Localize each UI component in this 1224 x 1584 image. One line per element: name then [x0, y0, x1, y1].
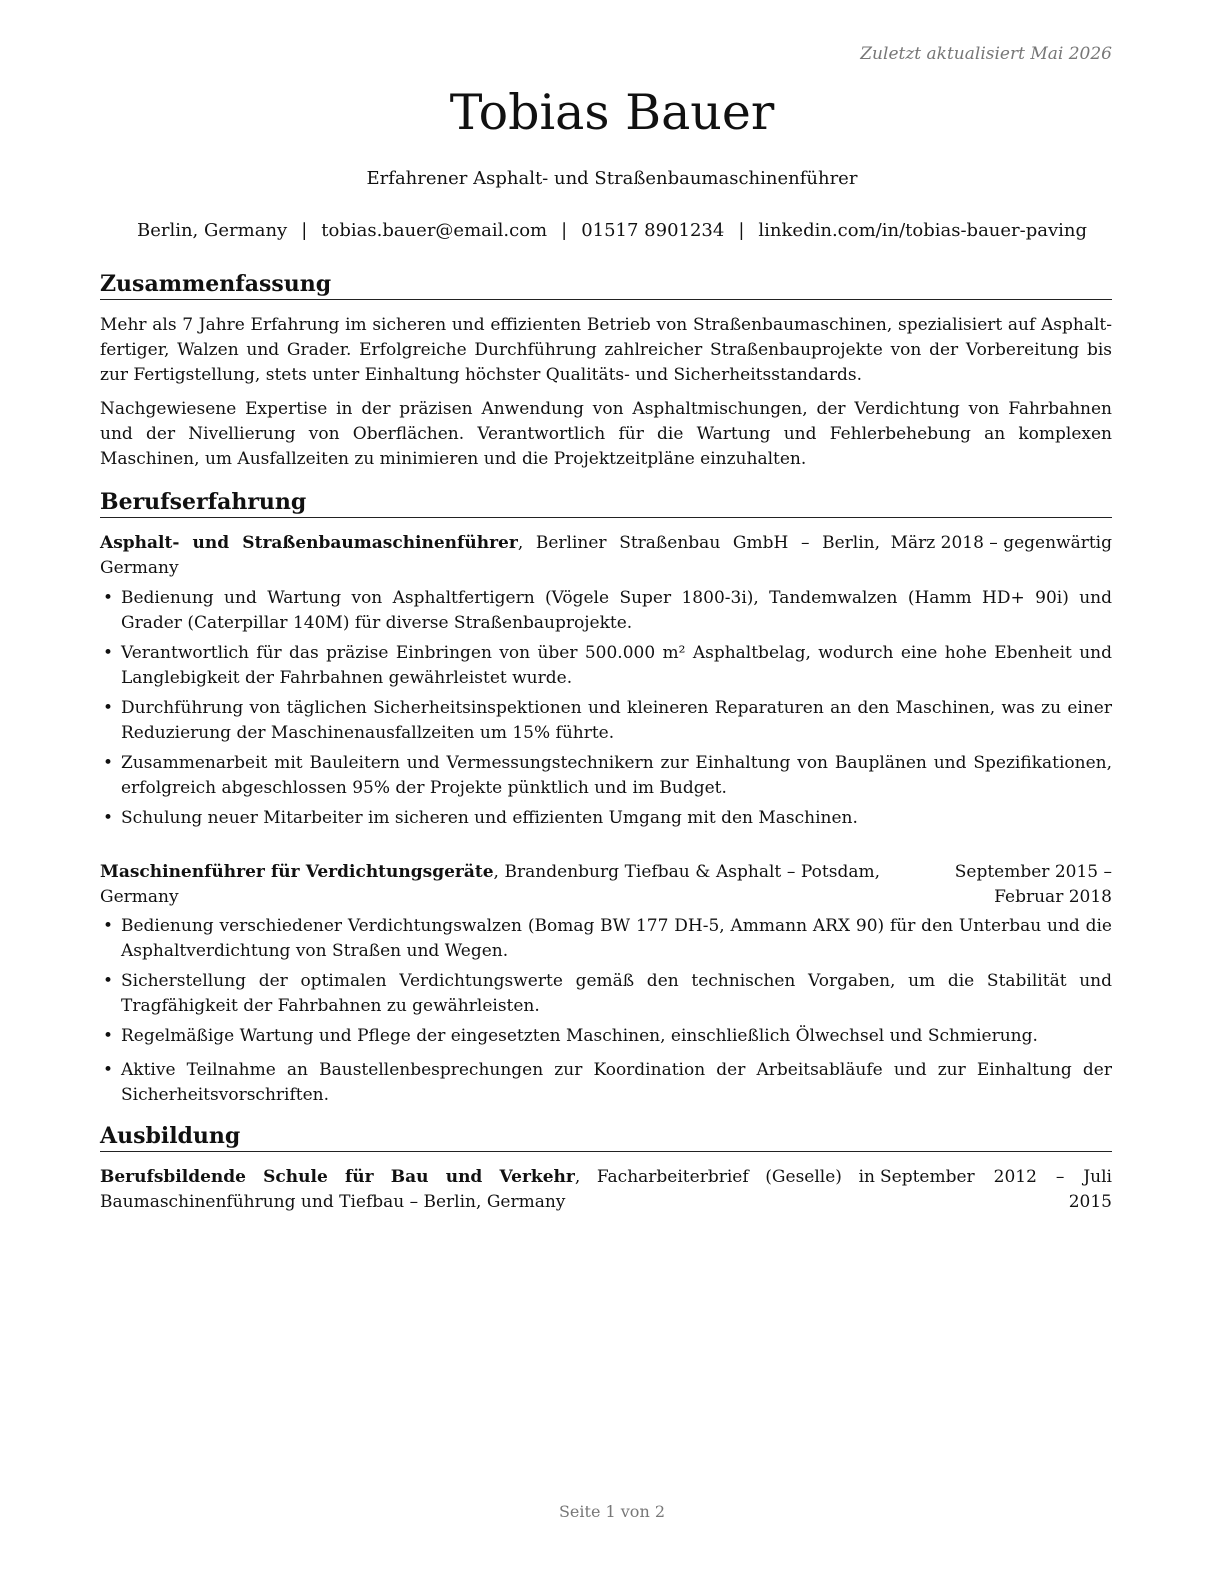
bullet-icon: •: [103, 971, 114, 991]
list-item: [100, 969, 1112, 1019]
contact-separator: |: [561, 220, 568, 241]
bullet-text: Verantwortlich für das präzise Einbringen von über 500.000 m² Asphaltbelag, wodurch eine hohe Ebenheit und Langlebigkeit der Fahrbahnen gewährleistet wurde.: [121, 643, 1112, 688]
job-company: , Berliner Straßenbau GmbH – Berlin, Germany: [100, 533, 881, 578]
list-item: [100, 696, 1112, 746]
list-item: [100, 586, 1112, 636]
summary-section: [100, 270, 1112, 472]
contact-linkedin-link[interactable]: linkedin.com/in/tobias-bauer-paving: [758, 220, 1088, 241]
list-item: [100, 1058, 1112, 1108]
list-item: [100, 751, 1112, 801]
bullet-text: Zusammenarbeit mit Bauleitern und Vermessungstechnikern zur Einhaltung von Bauplänen und Spezifikationen, erfolgreich abgeschlossen 95% der Projekte pünktlich und im Budget.: [121, 753, 1112, 798]
contact-line: [0, 220, 1224, 241]
summary-paragraph: Mehr als 7 Jahre Erfahrung im sicheren und effizienten Betrieb von Straßenbaumaschinen, spezialisiert auf Asphaltfertiger, Walzen und Grader. Erfolgreiche Durchführung zahlreicher Straßenbauprojekte von der Vorbereitung bis zur Fertigstellung, stets unter Einhaltung höchster Qualitäts- und Sicherheitsstandards.: [100, 315, 1112, 385]
bullet-icon: •: [103, 916, 114, 936]
bullet-text: Sicherstellung der optimalen Verdichtungswerte gemäß den technischen Vorgaben, um die Stabilität und Tragfähigkeit der Fahrbahnen zu gewährleisten.: [121, 971, 1112, 1016]
job-bullets: [100, 586, 1112, 831]
education-entry: [100, 1165, 1112, 1215]
contact-phone[interactable]: 01517 8901234: [581, 220, 725, 241]
job-company: , Brandenburg Tiefbau & Asphalt – Potsdam, Germany: [100, 862, 880, 907]
contact-location: Berlin, Germany: [136, 220, 288, 241]
candidate-headline: Erfahrener Asphalt- und Straßenbaumaschinenführer: [366, 168, 858, 189]
bullet-text: Regelmäßige Wartung und Pflege der eingesetzten Maschinen, einschließlich Ölwechsel und Schmierung.: [121, 1026, 1038, 1046]
list-item: [100, 641, 1112, 691]
list-item: [100, 806, 1112, 831]
job-title-line: [100, 860, 880, 910]
bullet-text: Bedienung verschiedener Verdichtungswalzen (Bomag BW 177 DH-5, Ammann ARX 90) für den Unterbau und die Asphaltverdichtung von Straßen und Wegen.: [121, 916, 1112, 961]
job-entry: [100, 860, 1112, 1108]
job-dates: März 2018 – gegenwärtig: [890, 533, 1112, 553]
job-role: Asphalt- und Straßenbaumaschinenführer: [100, 533, 518, 553]
list-item: [100, 914, 1112, 964]
page-number: Seite 1 von 2: [558, 1502, 666, 1521]
list-item: [100, 1024, 1112, 1049]
bullet-icon: •: [103, 643, 114, 663]
bullet-icon: •: [103, 1026, 114, 1046]
section-title-experience: Berufserfahrung: [100, 488, 1112, 518]
education-school: Berufsbildende Schule für Bau und Verkehr: [100, 1167, 575, 1187]
bullet-text: Aktive Teilnahme an Baustellenbesprechungen zur Koordination der Arbeitsabläufe und zur Einhaltung der Sicherheitsvorschriften.: [121, 1060, 1112, 1105]
section-title-education: Ausbildung: [100, 1122, 1112, 1152]
education-section: [100, 1122, 1112, 1215]
job-bullets: [100, 914, 1112, 1108]
bullet-icon: •: [103, 1060, 114, 1080]
candidate-name: Tobias Bauer: [449, 84, 775, 141]
contact-separator: |: [301, 220, 308, 241]
contact-email-link[interactable]: tobias.bauer@email.com: [321, 220, 548, 241]
job-header: [100, 860, 1112, 910]
education-detail: , Facharbeiterbrief (Geselle) in Baumaschinenführung und Tiefbau – Berlin, Germany: [100, 1167, 875, 1212]
bullet-text: Durchführung von täglichen Sicherheitsinspektionen und kleineren Reparaturen an den Maschinen, was zu einer Reduzierung der Maschinenausfallzeiten um 15% führte.: [121, 698, 1112, 743]
job-entry: [100, 531, 1112, 831]
summary-paragraph: Nachgewiesene Expertise in der präzisen Anwendung von Asphaltmischungen, der Verdichtung von Fahrbahnen und der Nivellierung von Oberflächen. Verantwortlich für die Wartung und Fehlerbehebung an komplexen Maschinen, um Ausfallzeiten zu minimieren und die Projektzeitpläne einzuhalten.: [100, 399, 1112, 469]
last-updated-note: Zuletzt aktualisiert Mai 2026: [860, 44, 1112, 64]
education-title-line: [100, 1165, 875, 1215]
bullet-icon: •: [103, 753, 114, 773]
bullet-icon: •: [103, 808, 114, 828]
experience-section: [100, 488, 1112, 1108]
job-role: Maschinenführer für Verdichtungsgeräte: [100, 862, 494, 882]
section-title-summary: Zusammenfassung: [100, 270, 1112, 300]
bullet-icon: •: [103, 698, 114, 718]
bullet-icon: •: [103, 588, 114, 608]
job-title-line: [100, 531, 880, 581]
contact-separator: |: [738, 220, 745, 241]
bullet-text: Schulung neuer Mitarbeiter im sicheren und effizienten Umgang mit den Maschinen.: [121, 808, 858, 828]
job-header: [100, 531, 1112, 581]
bullet-text: Bedienung und Wartung von Asphaltfertigern (Vögele Super 1800-3i), Tandemwalzen (Hamm HD+ 90i) und Grader (Caterpillar 140M) für diverse Straßenbauprojekte.: [121, 588, 1112, 633]
education-dates: September 2012 – Juli 2015: [880, 1167, 1112, 1212]
job-dates: September 2015 – Februar 2018: [954, 862, 1112, 907]
